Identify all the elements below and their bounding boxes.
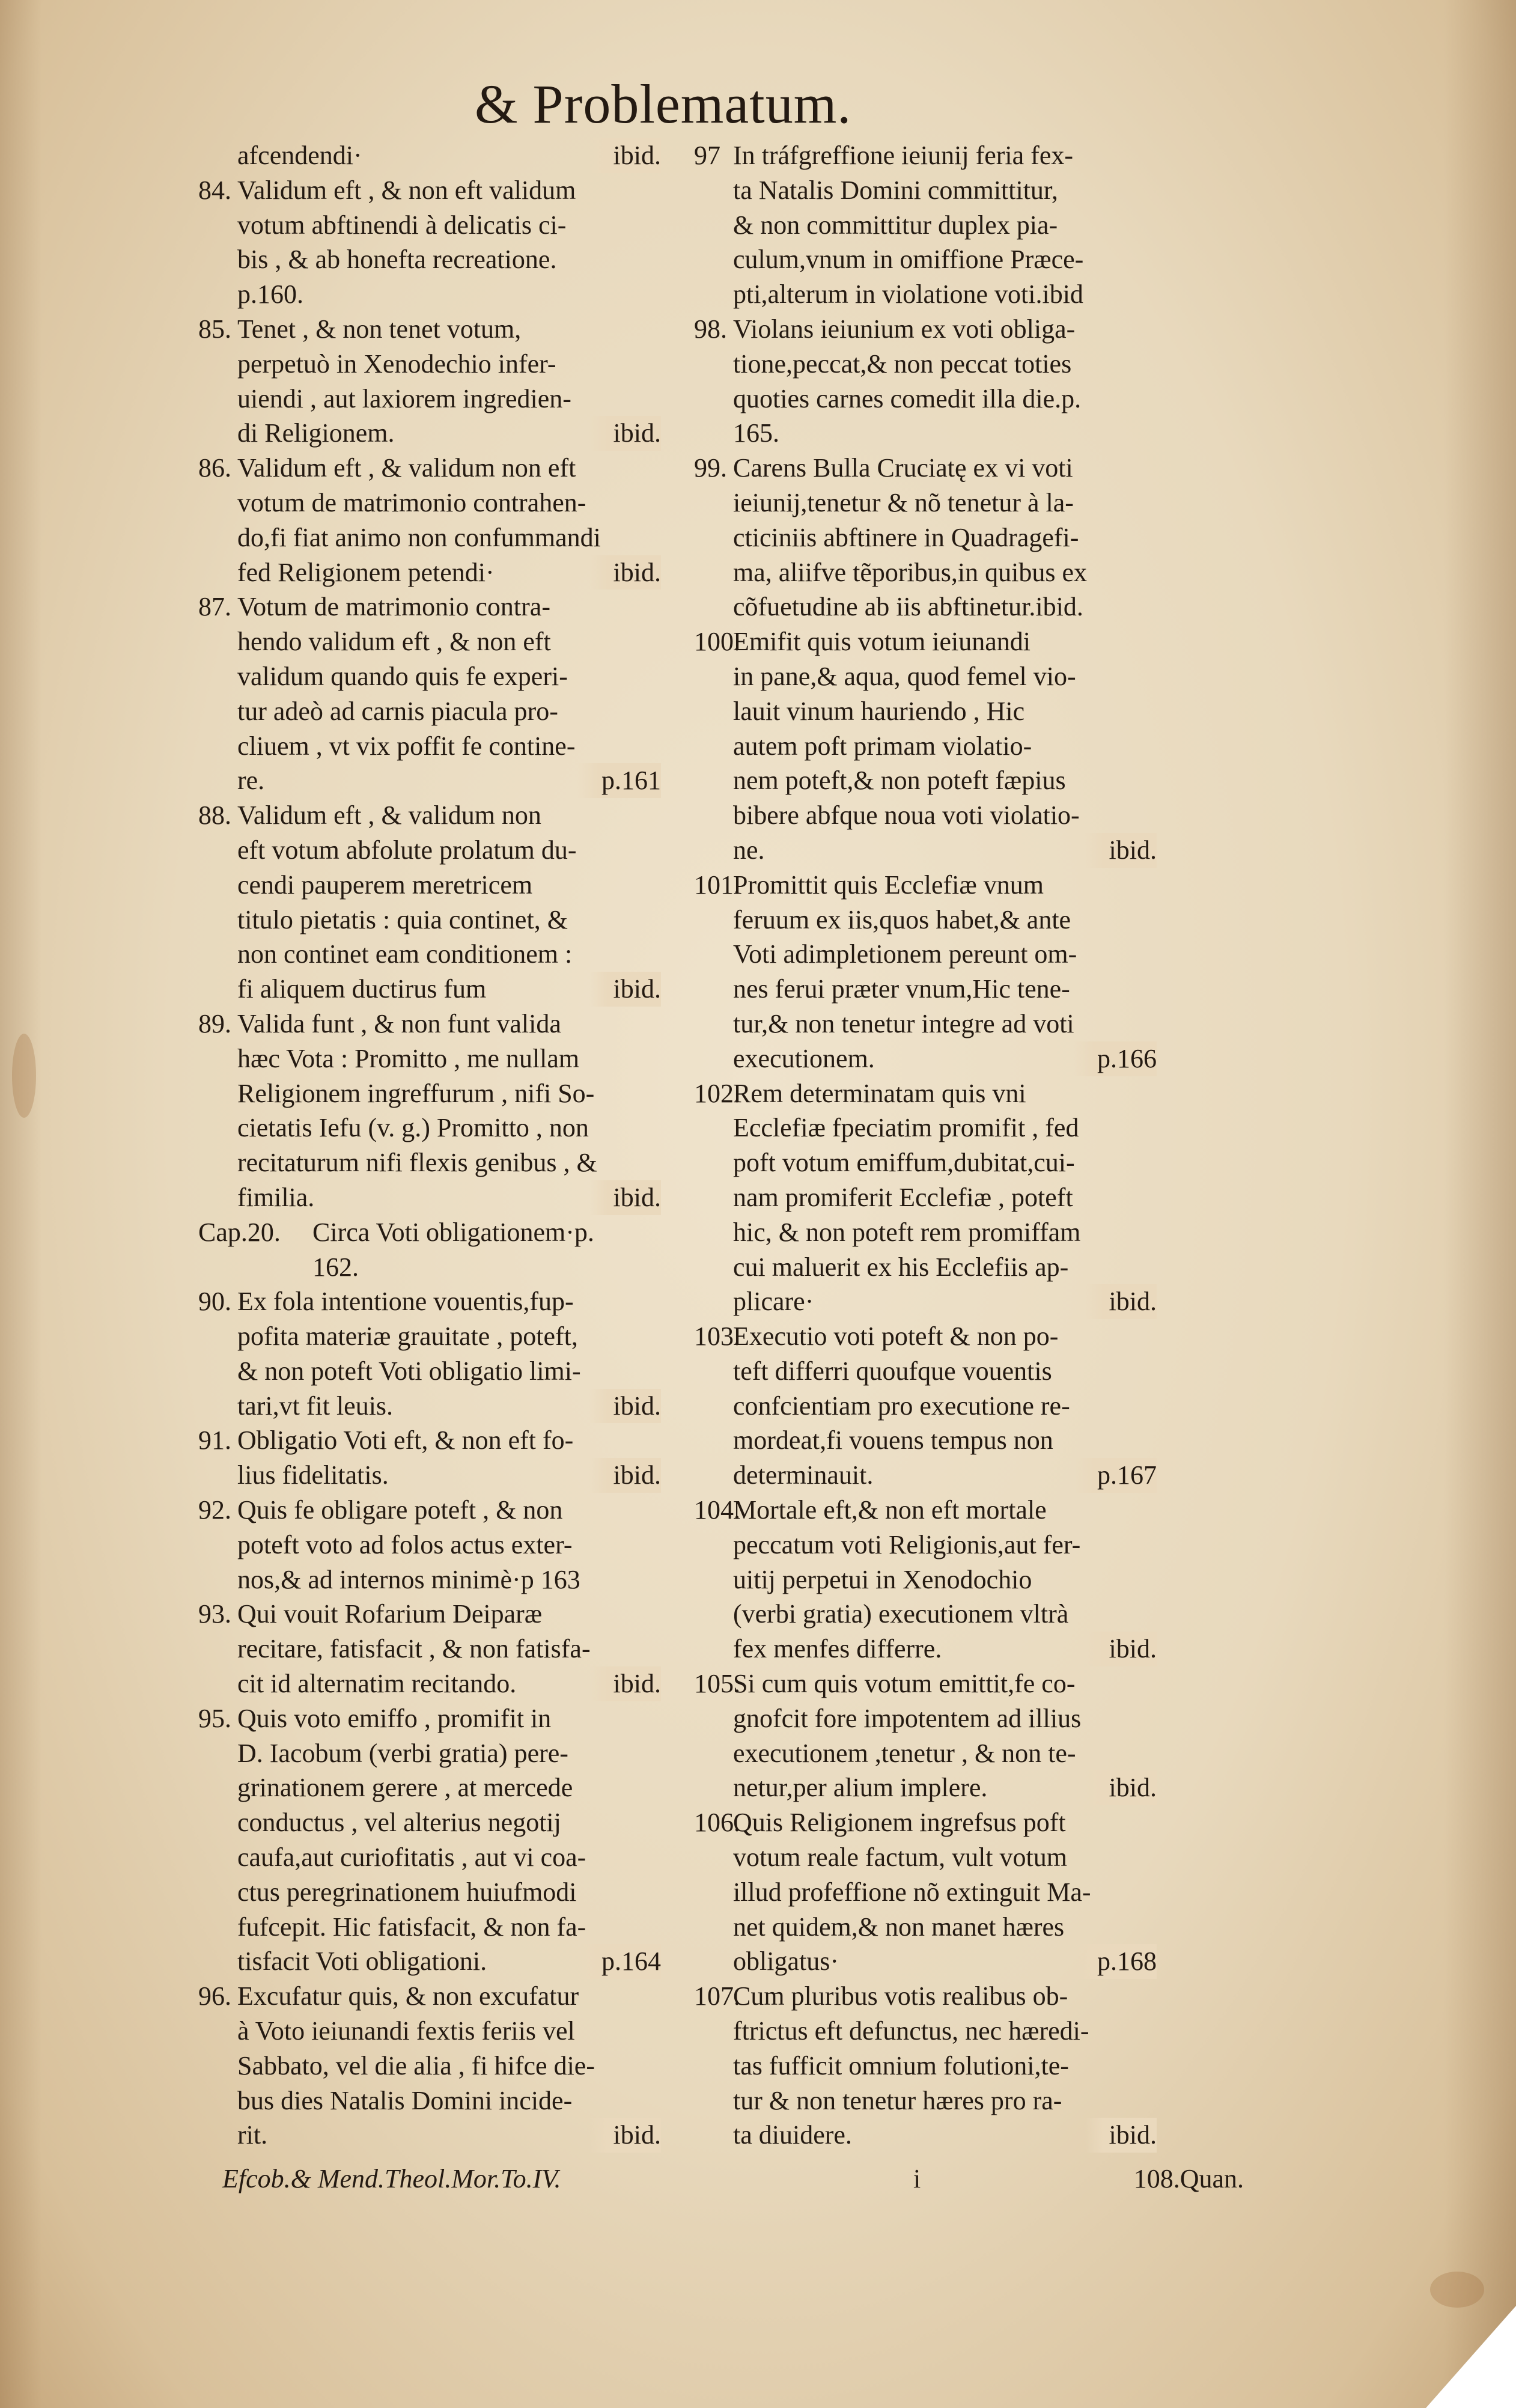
index-entry <box>694 312 1157 451</box>
index-entry <box>198 1597 661 1701</box>
entry-number: 97 <box>694 141 720 170</box>
page-reference: ibid. <box>589 1389 661 1424</box>
entry-line: net quidem,& non manet hæres <box>733 1912 1065 1942</box>
page-reference: ibid. <box>589 1180 661 1215</box>
entry-line: peccatum voti Religionis,aut fer- <box>733 1529 1081 1559</box>
entry-line: pti,alterum in violatione voti.ibid <box>733 279 1083 309</box>
entry-number: 93. <box>198 1599 231 1629</box>
entry-line: do,fi fiat animo non confummandi <box>237 522 601 552</box>
entry-number: 89. <box>198 1008 231 1038</box>
entry-line: caufa,aut curiofitatis , aut vi coa- <box>237 1843 586 1873</box>
entry-line: Si cum quis votum emittit,fe co- <box>733 1669 1076 1699</box>
entry-line: grinationem gerere , at mercede <box>237 1773 573 1803</box>
entry-number: 101. <box>694 870 740 900</box>
page-reference: p.167 <box>1073 1458 1157 1493</box>
entry-line: Emifit quis votum ieiunandi <box>733 627 1030 657</box>
entry-line: quoties carnes comedit illa die.p. <box>733 383 1082 413</box>
page-reference: ibid. <box>589 1666 661 1701</box>
entry-number: 104. <box>694 1495 740 1525</box>
catchword: 108.Quan. <box>1133 2164 1244 2193</box>
entry-line: à Voto ieiunandi fextis feriis vel <box>237 2016 575 2046</box>
index-entry <box>198 798 661 1007</box>
entry-line: Violans ieiunium ex voti obliga- <box>733 314 1076 344</box>
entry-line: illud profeffione nõ extinguit Ma- <box>733 1877 1091 1907</box>
entry-line: bibere abfque noua voti violatio- <box>733 800 1080 831</box>
entry-line: autem poft primam violatio- <box>733 731 1032 761</box>
entry-line: hendo validum eft , & non eft <box>237 627 551 657</box>
page-reference: ibid. <box>1085 1284 1157 1319</box>
entry-line: Ex fola intentione vouentis,fup- <box>237 1287 574 1317</box>
entry-line: cliuem , vt vix poffit fe contine- <box>237 731 576 761</box>
entry-line: fed Religionem petendi· <box>237 557 495 587</box>
entry-line: conductus , vel alterius negotij <box>237 1808 561 1838</box>
page-reference: p.168 <box>1073 1944 1157 1979</box>
index-entry <box>198 312 661 451</box>
right-column <box>694 138 1157 2153</box>
entry-number: 86. <box>198 453 231 483</box>
entry-line: confcientiam pro executione re- <box>733 1391 1070 1421</box>
entry-line: Tenet , & non tenet votum, <box>237 314 522 344</box>
entry-line: poft votum emiffum,dubitat,cui- <box>733 1148 1075 1178</box>
entry-line: perpetuò in Xenodechio infer- <box>237 349 556 379</box>
index-entry <box>694 1979 1157 2153</box>
entry-line: afcendendi· <box>237 141 362 170</box>
entry-line: netur,per alium implere. <box>733 1773 988 1803</box>
index-entry <box>198 590 661 798</box>
entry-line: tas fufficit omnium folutioni,te- <box>733 2050 1069 2080</box>
entry-number: 100. <box>694 627 740 657</box>
page-reference: ibid. <box>589 972 661 1007</box>
entry-number: 92. <box>198 1495 231 1525</box>
sheet-mark: i <box>913 2164 921 2193</box>
entry-line: Valida funt , & non funt valida <box>237 1008 561 1038</box>
entry-line: ctus peregrinationem huiufmodi <box>237 1877 577 1907</box>
entry-line: tari,vt fit leuis. <box>237 1391 394 1421</box>
index-entry <box>198 1701 661 1979</box>
entry-line: nos,& ad internos minimè·p 163 <box>237 1564 580 1594</box>
page-reference: ibid. <box>1085 1632 1157 1666</box>
entry-line: ma, aliifve tẽporibus,in quibus ex <box>733 557 1087 587</box>
entry-line: non continet eam conditionem : <box>237 939 573 969</box>
page-reference: ibid. <box>1085 833 1157 868</box>
entry-line: nes ferui præter vnum,Hic tene- <box>733 974 1070 1004</box>
entry-line: tisfacit Voti obligationi. <box>237 1946 487 1977</box>
entry-line: ne. <box>733 835 765 865</box>
page-reference: ibid. <box>589 416 661 451</box>
page-footer <box>222 2163 1244 2199</box>
entry-line: votum abftinendi à delicatis ci- <box>237 210 567 240</box>
index-entry <box>694 1493 1157 1666</box>
entry-line: (verbi gratia) executionem vltrà <box>733 1599 1069 1629</box>
entry-number: 105. <box>694 1669 740 1699</box>
entry-line: hic, & non poteft rem promiffam <box>733 1217 1081 1247</box>
entry-number: 106. <box>694 1808 740 1838</box>
entry-line: Quis voto emiffo , promifit in <box>237 1703 552 1733</box>
entry-line: cendi pauperem meretricem <box>237 870 533 900</box>
entry-line: & non committitur duplex pia- <box>733 210 1058 240</box>
page-reference: ibid. <box>1085 1770 1157 1805</box>
entry-line: Circa Voti obligationem·p. <box>312 1217 594 1247</box>
index-entry <box>694 451 1157 624</box>
entry-line: Ecclefiæ fpeciatim promifit , fed <box>733 1113 1079 1143</box>
entry-line: plicare· <box>733 1287 814 1317</box>
entry-line: cui maluerit ex his Ecclefiis ap- <box>733 1252 1069 1282</box>
gutter-shadow <box>0 0 42 2408</box>
index-entry <box>198 1284 661 1423</box>
entry-line: ta diuidere. <box>733 2120 852 2150</box>
page-reference: p.161 <box>577 763 661 798</box>
left-column <box>198 138 661 2153</box>
paper-stain <box>1430 2272 1484 2308</box>
entry-number: 88. <box>198 800 231 831</box>
entry-number: Cap.20. <box>198 1217 281 1247</box>
entry-line: bus dies Natalis Domini incide- <box>237 2085 573 2115</box>
entry-line: culum,vnum in omiffione Præce- <box>733 245 1084 275</box>
entry-line: hæc Vota : Promitto , me nullam <box>237 1043 580 1073</box>
entry-line: recitaturum nifi flexis genibus , & <box>237 1148 597 1178</box>
index-entry <box>198 1215 661 1285</box>
page-reference: ibid. <box>589 2118 661 2153</box>
entry-line: Voti adimpletionem pereunt om- <box>733 939 1077 969</box>
entry-line: lauit vinum hauriendo , Hic <box>733 696 1025 726</box>
entry-line: Executio voti poteft & non po- <box>733 1321 1059 1352</box>
index-entry <box>694 868 1157 1076</box>
entry-number: 99. <box>694 453 727 483</box>
index-entry <box>198 1493 661 1597</box>
entry-line: tur & non tenetur hæres pro ra- <box>733 2085 1062 2115</box>
entry-line: cticiniis abftinere in Quadragefi- <box>733 522 1079 552</box>
torn-corner <box>1426 2306 1516 2408</box>
entry-line: 165. <box>733 418 779 448</box>
index-entry <box>694 1319 1157 1493</box>
entry-line: 162. <box>312 1252 359 1282</box>
entry-line: Sabbato, vel die alia , fi hifce die- <box>237 2050 595 2080</box>
entry-line: votum reale factum, vult votum <box>733 1843 1067 1873</box>
entry-line: lius fidelitatis. <box>237 1460 389 1490</box>
entry-line: gnofcit fore impotentem ad illius <box>733 1703 1082 1733</box>
entry-number: 87. <box>198 592 231 622</box>
entry-line: Quis fe obligare poteft , & non <box>237 1495 563 1525</box>
entry-line: recitare, fatisfacit , & non fatisfa- <box>237 1634 591 1664</box>
entry-number: 102. <box>694 1078 740 1108</box>
entry-line: Validum eft , & non eft validum <box>237 175 576 205</box>
entry-number: 98. <box>694 314 727 344</box>
entry-line: votum de matrimonio contrahen- <box>237 487 586 517</box>
entry-line: cietatis Iefu (v. g.) Promitto , non <box>237 1113 589 1143</box>
entry-number: 90. <box>198 1287 231 1317</box>
entry-line: Qui vouit Rofarium Deiparæ <box>237 1599 543 1629</box>
entry-line: re. <box>237 766 265 796</box>
entry-line: cõfuetudine ab iis abftinetur.ibid. <box>733 592 1083 622</box>
index-entry <box>198 138 661 173</box>
entry-line: mordeat,fi vouens tempus non <box>733 1425 1053 1455</box>
entry-line: & non poteft Voti obligatio limi- <box>237 1356 581 1386</box>
entry-line: fex menfes differre. <box>733 1634 942 1664</box>
index-entry <box>694 1805 1157 1979</box>
entry-line: Obligatio Voti eft, & non eft fo- <box>237 1425 574 1455</box>
entry-number: 96. <box>198 1981 231 2011</box>
entry-line: determinauit. <box>733 1460 874 1490</box>
entry-line: poteft voto ad folos actus exter- <box>237 1529 573 1559</box>
entry-line: executionem ,tenetur , & non te- <box>733 1738 1076 1768</box>
page-reference: ibid. <box>1085 2118 1157 2153</box>
entry-line: Votum de matrimonio contra- <box>237 592 550 622</box>
entry-line: in pane,& aqua, quod femel vio- <box>733 661 1076 691</box>
entry-line: obligatus· <box>733 1946 839 1977</box>
entry-number: 103. <box>694 1321 740 1352</box>
entry-line: Mortale eft,& non eft mortale <box>733 1495 1047 1525</box>
page-edge-shadow <box>1444 0 1516 2408</box>
entry-line: ftrictus eft defunctus, nec hæredi- <box>733 2016 1089 2046</box>
entry-line: Validum eft , & validum non eft <box>237 453 576 483</box>
entry-line: di Religionem. <box>237 418 395 448</box>
entry-number: 95. <box>198 1703 231 1733</box>
footer-signature: Efcob.& Mend.Theol.Mor.To.IV. <box>222 2164 561 2193</box>
entry-line: tur,& non tenetur integre ad voti <box>733 1008 1074 1038</box>
entry-line: teft differri quoufque vouentis <box>733 1356 1052 1386</box>
entry-number: 91. <box>198 1425 231 1455</box>
entry-line: nam promiferit Ecclefiæ , poteft <box>733 1182 1073 1212</box>
index-entry <box>198 451 661 590</box>
entry-line: p.160. <box>237 279 303 309</box>
entry-line: fufcepit. Hic fatisfacit, & non fa- <box>237 1912 586 1942</box>
index-entry <box>198 1007 661 1215</box>
entry-line: feruum ex iis,quos habet,& ante <box>733 904 1071 934</box>
entry-line: Cum pluribus votis realibus ob- <box>733 1981 1068 2011</box>
index-entry <box>198 173 661 312</box>
entry-line: ieiunij,tenetur & nõ tenetur à la- <box>733 487 1074 517</box>
index-entry <box>694 1076 1157 1320</box>
index-entry <box>198 1979 661 2153</box>
page-reference: ibid. <box>589 555 661 590</box>
index-entry <box>694 1666 1157 1805</box>
entry-line: Rem determinatam quis vni <box>733 1078 1026 1108</box>
entry-line: In tráfgreffione ieiunij feria fex- <box>733 141 1074 170</box>
entry-number: 107. <box>694 1981 740 2011</box>
entry-line: uiendi , aut laxiorem ingredien- <box>237 383 571 413</box>
entry-line: pofita materiæ grauitate , poteft, <box>237 1321 578 1352</box>
page-reference: p.166 <box>1073 1041 1157 1076</box>
entry-number: 85. <box>198 314 231 344</box>
entry-line: cit id alternatim recitando. <box>237 1669 517 1699</box>
index-entry <box>198 1423 661 1493</box>
entry-line: bis , & ab honefta recreatione. <box>237 245 557 275</box>
running-heading: & Problematum. <box>475 73 852 135</box>
entry-line: Quis Religionem ingrefsus poft <box>733 1808 1066 1838</box>
page-reference: ibid. <box>589 138 661 173</box>
entry-line: Excufatur quis, & non excufatur <box>237 1981 579 2011</box>
entry-line: Promittit quis Ecclefiæ vnum <box>733 870 1044 900</box>
entry-line: ta Natalis Domini committitur, <box>733 175 1058 205</box>
entry-line: executionem. <box>733 1043 875 1073</box>
page-reference: ibid. <box>589 1458 661 1493</box>
entry-number: 84. <box>198 175 231 205</box>
entry-line: Carens Bulla Cruciatę ex vi voti <box>733 453 1073 483</box>
entry-line: rit. <box>237 2120 268 2150</box>
index-entry <box>694 138 1157 312</box>
entry-line: validum quando quis fe experi- <box>237 661 568 691</box>
entry-line: tione,peccat,& non peccat toties <box>733 349 1072 379</box>
entry-line: nem poteft,& non poteft fæpius <box>733 766 1066 796</box>
index-entry <box>694 624 1157 868</box>
entry-line: D. Iacobum (verbi gratia) pere- <box>237 1738 568 1768</box>
entry-line: fi aliquem ductirus fum <box>237 974 487 1004</box>
entry-line: titulo pietatis : quia continet, & <box>237 904 568 934</box>
entry-line: Validum eft , & validum non <box>237 800 541 831</box>
page-reference: p.164 <box>577 1944 661 1979</box>
entry-line: Religionem ingreffurum , nifi So- <box>237 1078 595 1108</box>
entry-line: tur adeò ad carnis piacula pro- <box>237 696 558 726</box>
entry-line: fimilia. <box>237 1182 315 1212</box>
entry-line: eft votum abfolute prolatum du- <box>237 835 577 865</box>
paper-stain <box>12 1034 36 1118</box>
entry-line: uitij perpetui in Xenodochio <box>733 1564 1032 1594</box>
